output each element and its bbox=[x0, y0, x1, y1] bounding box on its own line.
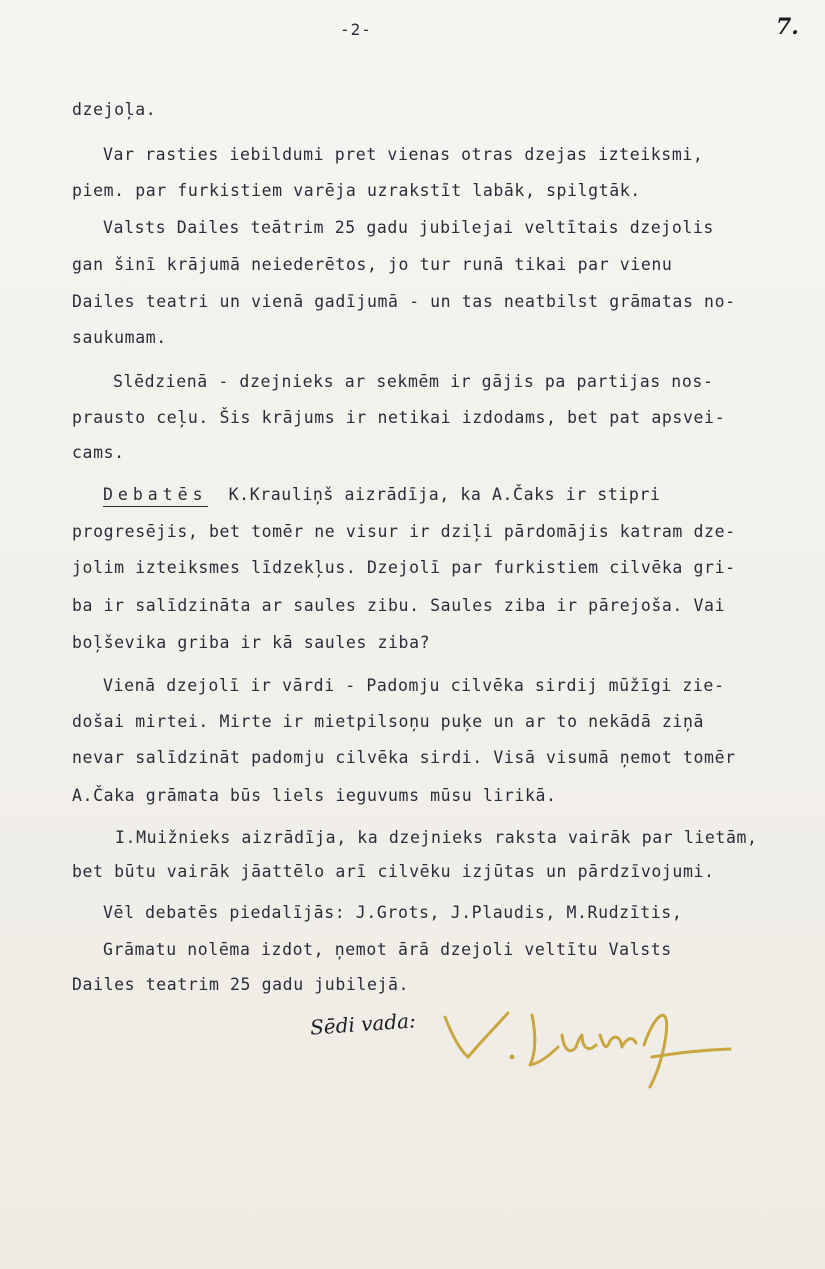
text-line: ba ir salīdzināta ar saules zibu. Saules ziba ir pārejoša. Vai bbox=[72, 596, 726, 615]
text-line: bet būtu vairāk jāattēlo arī cilvēku izjūtas un pārdzīvojumi. bbox=[72, 862, 715, 881]
text-line: došai mirtei. Mirte ir mietpilsoņu puķe un ar to nekādā ziņā bbox=[72, 712, 705, 731]
text-line: prausto ceļu. Šis krājums ir netikai izdodams, bet pat apsvei- bbox=[72, 408, 726, 427]
text-line: Grāmatu nolēma izdot, ņemot ārā dzejoli veltītu Valsts bbox=[103, 940, 672, 959]
signature-label: Sēdi vada: bbox=[309, 1008, 417, 1040]
text-line: Vēl debatēs piedalījās: J.Grots, J.Plaudis, M.Rudzītis, bbox=[103, 903, 683, 922]
text-line: saukumam. bbox=[72, 328, 167, 347]
text-line: I.Muižnieks aizrādīja, ka dzejnieks raksta vairāk par lietām, bbox=[115, 828, 758, 847]
text-line: Dailes teatrim 25 gadu jubilejā. bbox=[72, 975, 410, 994]
debates-heading: Debatēs bbox=[103, 485, 208, 507]
handwritten-signature bbox=[440, 995, 740, 1095]
text-line: gan šinī krājumā neiederētos, jo tur runā tikai par vienu bbox=[72, 255, 673, 274]
text-line: Var rasties iebildumi pret vienas otras dzejas izteiksmi, bbox=[103, 145, 704, 164]
text-line: A.Čaka grāmata būs liels ieguvums mūsu lirikā. bbox=[72, 786, 557, 805]
text-line: Vienā dzejolī ir vārdi - Padomju cilvēka sirdij mūžīgi zie- bbox=[103, 676, 725, 695]
text-line: Slēdzienā - dzejnieks ar sekmēm ir gājis pa partijas nos- bbox=[113, 372, 714, 391]
text-line: K.Krauliņš aizrādīja, ka A.Čaks ir stipri bbox=[228, 485, 661, 504]
folio-number: 7. bbox=[776, 14, 799, 40]
text-line: boļševika griba ir kā saules ziba? bbox=[72, 633, 431, 652]
text-line: Dailes teatri un vienā gadījumā - un tas neatbilst grāmatas no- bbox=[72, 292, 736, 311]
text-line: piem. par furkistiem varēja uzrakstīt labāk, spilgtāk. bbox=[72, 181, 641, 200]
text-line: cams. bbox=[72, 443, 125, 462]
debates-line bbox=[103, 485, 661, 507]
text-line: jolim izteiksmes līdzekļus. Dzejolī par furkistiem cilvēka gri- bbox=[72, 558, 736, 577]
text-line: dzejoļa. bbox=[72, 100, 157, 119]
text-line: nevar salīdzināt padomju cilvēka sirdi. Visā visumā ņemot tomēr bbox=[72, 748, 736, 767]
text-line: Valsts Dailes teātrim 25 gadu jubilejai veltītais dzejolis bbox=[103, 218, 714, 237]
text-line: progresējis, bet tomēr ne visur ir dziļi pārdomājis katram dze- bbox=[72, 522, 736, 541]
page-number: -2- bbox=[340, 20, 372, 39]
